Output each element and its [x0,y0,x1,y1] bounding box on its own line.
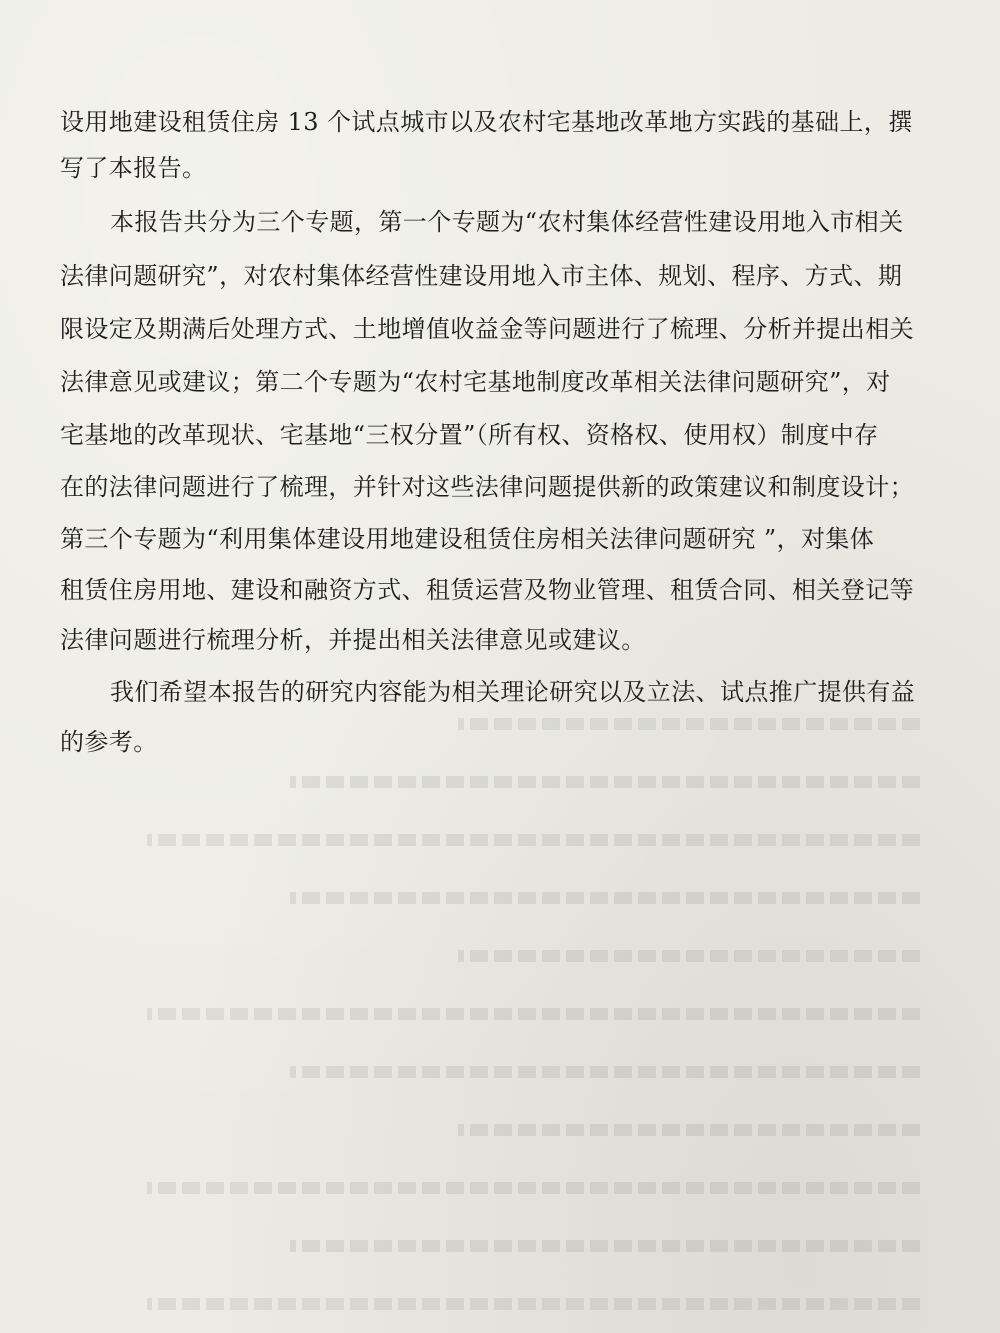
text-line: 法律问题进行梳理分析，并提出相关法律意见或建议。 [60,626,646,654]
ghost-line [458,718,920,730]
ghost-line [147,1182,920,1194]
ghost-line [290,1066,920,1078]
ghost-line [147,1298,920,1310]
text-line: 第三个专题为“利用集体建设用地建设租赁住房相关法律问题研究 ”，对集体 [60,525,875,553]
text-line: 租赁住房用地、建设和融资方式、租赁运营及物业管理、租赁合同、相关登记等 [60,576,914,604]
ghost-line [458,950,920,962]
text-line: 限设定及期满后处理方式、土地增值收益金等问题进行了梳理、分析并提出相关 [60,315,914,343]
ghost-line [290,776,920,788]
text-line: 法律问题研究”，对农村集体经营性建设用地入市主体、规划、程序、方式、期 [60,262,903,290]
text-line: 设用地建设租赁住房 13 个试点城市以及农村宅基地改革地方实践的基础上，撰 [60,108,913,136]
text-line: 的参考。 [60,728,158,756]
ghost-line [458,1124,920,1136]
text-line: 法律意见或建议；第二个专题为“农村宅基地制度改革相关法律问题研究”，对 [60,368,891,396]
show-through-text [80,610,920,1310]
ghost-line [147,834,920,846]
ghost-line [290,1240,920,1252]
text-line: 在的法律问题进行了梳理，并针对这些法律问题提供新的政策建议和制度设计； [60,473,914,501]
ghost-line [290,892,920,904]
text-line: 本报告共分为三个专题，第一个专题为“农村集体经营性建设用地入市相关 [110,208,904,236]
text-line: 宅基地的改革现状、宅基地“三权分置”（所有权、资格权、使用权）制度中存 [60,421,879,449]
ghost-line [147,1008,920,1020]
text-line: 我们希望本报告的研究内容能为相关理论研究以及立法、试点推广提供有益 [110,678,916,706]
text-line: 写了本报告。 [60,154,207,182]
